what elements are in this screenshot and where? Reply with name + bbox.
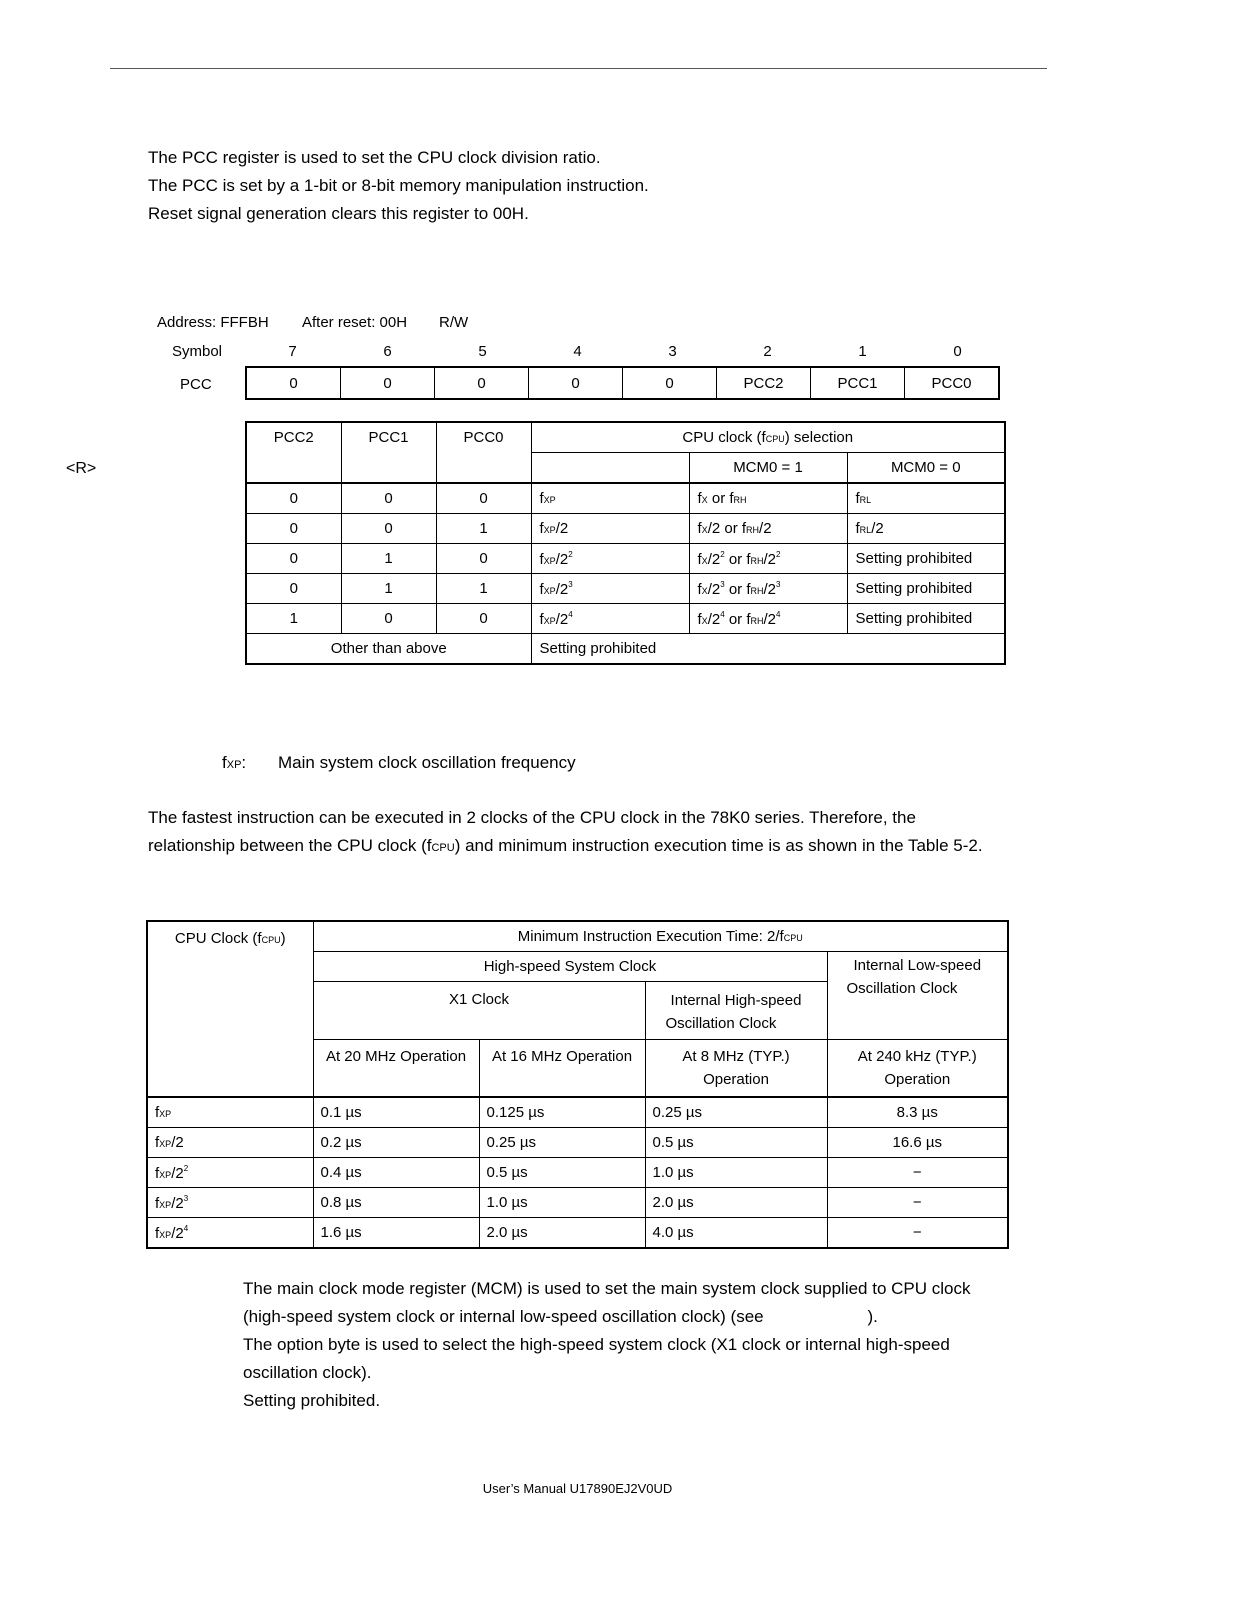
register-bit: 0 xyxy=(246,367,341,399)
body-text xyxy=(148,804,1043,862)
bit-number: 6 xyxy=(383,343,392,360)
table-cell: 0 xyxy=(436,604,531,634)
register-bit: 0 xyxy=(623,367,717,399)
table-cell: 0.4 µs xyxy=(313,1158,479,1188)
table-row xyxy=(147,1097,1008,1128)
page-footer: User’s Manual U17890EJ2V0UD xyxy=(482,1481,673,1496)
table-cell: 0.125 µs xyxy=(479,1097,645,1128)
register-bit: 0 xyxy=(529,367,623,399)
row-label: fXP/$2^2$ xyxy=(147,1158,313,1188)
symbol-label: Symbol xyxy=(172,343,223,360)
col-header-cpu-clock: CPU Clock (fCPU) xyxy=(147,921,313,1097)
table-cell: − xyxy=(827,1188,1008,1218)
row-label: fXP/$2^3$ xyxy=(147,1188,313,1218)
table-cell: fXP/$2^3$ xyxy=(531,574,689,604)
col-header-x1: X1 Clock xyxy=(313,982,645,1040)
register-bit-table xyxy=(245,366,1000,400)
col-header-pcc1: PCC1 xyxy=(341,422,436,483)
table-row xyxy=(147,1188,1008,1218)
table-cell: Setting prohibited xyxy=(847,574,1005,604)
table-cell: 1.0 µs xyxy=(645,1158,827,1188)
register-bit: PCC1 xyxy=(811,367,905,399)
table-cell: 0 xyxy=(246,483,341,514)
row-label: fXP/2 xyxy=(147,1128,313,1158)
note-line: (high-speed system clock or internal low-speed oscillation clock) (see ). xyxy=(243,1307,878,1326)
table-row xyxy=(147,1158,1008,1188)
table-cell: 0.1 µs xyxy=(313,1097,479,1128)
note-line: Setting prohibited. xyxy=(243,1391,381,1410)
register-after-reset: After reset: 00H xyxy=(302,314,408,331)
table-cell: 1 xyxy=(341,574,436,604)
col-header-16mhz: At 16 MHz Operation xyxy=(479,1040,645,1098)
note-line: The main clock mode register (MCM) is used to set the main system clock supplied to CPU clock xyxy=(243,1279,971,1298)
table-cell: 2.0 µs xyxy=(645,1188,827,1218)
table-cell: 0 xyxy=(341,514,436,544)
col-header-20mhz: At 20 MHz Operation xyxy=(313,1040,479,1098)
col-header-pcc2: PCC2 xyxy=(246,422,341,483)
table-cell: 0 xyxy=(246,514,341,544)
table-cell: 0.25 µs xyxy=(645,1097,827,1128)
table-cell: 0.25 µs xyxy=(479,1128,645,1158)
bit-number: 7 xyxy=(288,343,297,360)
table-cell: 0 xyxy=(341,604,436,634)
revision-mark: <R> xyxy=(66,460,97,477)
table-cell: $fX/2^4$ or fRH/$2^4$ xyxy=(689,604,847,634)
table-cell: 0.8 µs xyxy=(313,1188,479,1218)
table-cell: 0 xyxy=(436,544,531,574)
notes-block xyxy=(243,1275,1043,1415)
table-cell: 0 xyxy=(246,544,341,574)
table-cell: 0.2 µs xyxy=(313,1128,479,1158)
register-bit: 0 xyxy=(341,367,435,399)
col-header-mcm0-0: MCM0 = 0 xyxy=(847,453,1005,484)
table-cell: fX or fRH xyxy=(689,483,847,514)
table-cell: 2.0 µs xyxy=(479,1218,645,1249)
instruction-time-table xyxy=(146,920,1009,1249)
bit-number: 1 xyxy=(858,343,867,360)
register-bit: PCC2 xyxy=(717,367,811,399)
register-rw: R/W xyxy=(439,314,469,331)
register-bit: PCC0 xyxy=(905,367,1000,399)
table-cell: 8.3 µs xyxy=(827,1097,1008,1128)
table-cell: 0 xyxy=(436,483,531,514)
table-cell: $fX/2^3$ or fRH/$2^3$ xyxy=(689,574,847,604)
bit-number: 3 xyxy=(668,343,677,360)
intro-line-2: The PCC is set by a 1-bit or 8-bit memory manipulation instruction. xyxy=(148,176,649,195)
table-cell: 0.5 µs xyxy=(645,1128,827,1158)
col-header-pcc0: PCC0 xyxy=(436,422,531,483)
col-header-min-time: Minimum Instruction Execution Time: 2/fCPU xyxy=(313,921,1008,952)
table-cell: fXP/$2^2$ xyxy=(531,544,689,574)
col-header-8mhz: At 8 MHz (TYP.) Operation xyxy=(645,1040,827,1098)
register-bit: 0 xyxy=(435,367,529,399)
table-row xyxy=(147,1128,1008,1158)
other-than-above: Other than above xyxy=(246,634,531,665)
table-cell: − xyxy=(827,1218,1008,1249)
table-cell: 1 xyxy=(246,604,341,634)
table-cell: $fX/2^2$ or fRH/$2^2$ xyxy=(689,544,847,574)
col-header-high-speed: High-speed System Clock xyxy=(313,952,827,982)
note-line: oscillation clock). xyxy=(243,1363,372,1382)
bit-number: 2 xyxy=(763,343,772,360)
intro-text xyxy=(148,144,649,228)
table-cell: − xyxy=(827,1158,1008,1188)
table-cell: 0 xyxy=(246,574,341,604)
header-rule xyxy=(110,68,1047,69)
register-name: PCC xyxy=(180,376,212,393)
table-cell: fXP/2 xyxy=(531,514,689,544)
register-address: Address: FFFBH xyxy=(157,314,269,331)
row-label: fXP xyxy=(147,1097,313,1128)
table-cell: fRL xyxy=(847,483,1005,514)
bit-number: 4 xyxy=(573,343,582,360)
body-line-1: The fastest instruction can be executed in 2 clocks of the CPU clock in the 78K0 series. Therefore, the xyxy=(148,808,916,827)
col-header-240khz: At 240 kHz (TYP.) Operation xyxy=(827,1040,1008,1098)
table-cell: 4.0 µs xyxy=(645,1218,827,1249)
body-line-2: relationship between the CPU clock (fCPU) and minimum instruction execution time is as shown in the Table 5-2. xyxy=(148,836,983,855)
other-setting-prohibited: Setting prohibited xyxy=(531,634,1005,665)
table-cell: 1.6 µs xyxy=(313,1218,479,1249)
table-cell: 1 xyxy=(436,514,531,544)
bit-number: 0 xyxy=(953,343,962,360)
col-header-low-speed: Internal Low-speed Oscillation Clock xyxy=(827,952,1008,1040)
table-cell: 16.6 µs xyxy=(827,1128,1008,1158)
table-cell: fX/2 or fRH/2 xyxy=(689,514,847,544)
table-cell: 0.5 µs xyxy=(479,1158,645,1188)
note-line: The option byte is used to select the high-speed system clock (X1 clock or internal high-speed xyxy=(243,1335,950,1354)
intro-line-3: Reset signal generation clears this register to 00H. xyxy=(148,204,529,223)
table-row xyxy=(147,1218,1008,1249)
table-cell: fRL/2 xyxy=(847,514,1005,544)
legend-text: Main system clock oscillation frequency xyxy=(278,753,576,772)
row-label: fXP/$2^4$ xyxy=(147,1218,313,1249)
table-cell: 1 xyxy=(436,574,531,604)
table-cell: Setting prohibited xyxy=(847,544,1005,574)
col-header-mcm0-1: MCM0 = 1 xyxy=(689,453,847,484)
table-cell: fXP/$2^4$ xyxy=(531,604,689,634)
table-cell: fXP xyxy=(531,483,689,514)
col-header-cpu-clock: CPU clock (fCPU) selection xyxy=(531,422,1005,453)
table-cell: 1 xyxy=(341,544,436,574)
intro-line-1: The PCC register is used to set the CPU clock division ratio. xyxy=(148,148,601,167)
cpu-clock-selection-table xyxy=(245,421,1006,665)
bit-number: 5 xyxy=(478,343,487,360)
table-cell: Setting prohibited xyxy=(847,604,1005,634)
legend-symbol: fXP: xyxy=(222,753,247,772)
table-cell: 0 xyxy=(341,483,436,514)
col-header-internal-high-speed: Internal High-speed Oscillation Clock xyxy=(645,982,827,1040)
table-cell: 1.0 µs xyxy=(479,1188,645,1218)
